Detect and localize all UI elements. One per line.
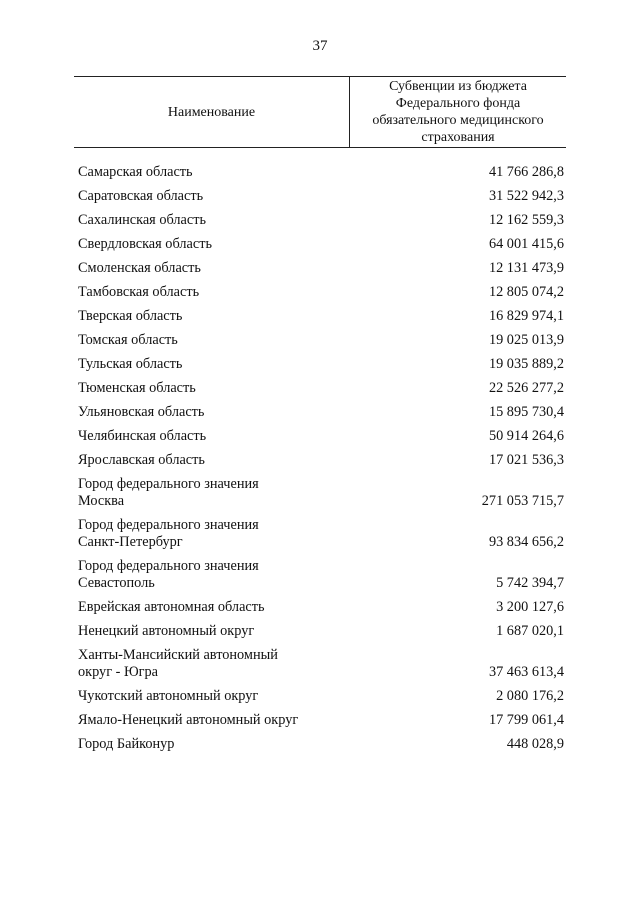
table-row — [78, 514, 564, 555]
table-row — [78, 473, 564, 514]
table-row — [78, 685, 564, 709]
region-name: Самарская область — [78, 164, 193, 180]
table-row — [78, 353, 564, 377]
region-name: Тульская область — [78, 356, 183, 372]
subvention-amount: 31 522 942,3 — [488, 188, 564, 204]
region-name: Тюменская область — [78, 380, 196, 396]
table-row — [78, 709, 564, 733]
subvention-amount: 37 463 613,4 — [488, 664, 564, 680]
subvention-amount: 271 053 715,7 — [481, 493, 564, 509]
subvention-amount: 5 742 394,7 — [496, 575, 564, 591]
table-row — [78, 620, 564, 644]
region-name: Тверская область — [78, 308, 183, 324]
region-name: Ульяновская область — [78, 404, 205, 420]
name-column-header: Наименование — [167, 105, 256, 120]
subvention-amount: 16 829 974,1 — [488, 308, 564, 324]
region-name: Ханты-Мансийский автономный округ - Югра — [78, 647, 278, 680]
subvention-amount: 448 028,9 — [506, 736, 564, 752]
table-row — [78, 644, 564, 685]
table-row — [78, 209, 564, 233]
region-name: Еврейская автономная область — [78, 599, 265, 615]
region-name: Челябинская область — [78, 428, 207, 444]
region-name: Город федерального значения Санкт-Петербург — [78, 517, 259, 550]
region-name: Томская область — [78, 332, 178, 348]
subvention-amount: 2 080 176,2 — [496, 688, 564, 704]
page-number: 37 — [312, 38, 328, 54]
table-row — [78, 233, 564, 257]
subvention-amount: 17 021 536,3 — [488, 452, 564, 468]
region-name: Чукотский автономный округ — [78, 688, 259, 704]
region-name: Город федерального значения Севастополь — [78, 558, 259, 591]
region-name: Сахалинская область — [78, 212, 206, 228]
table-row — [78, 281, 564, 305]
region-name: Ярославская область — [78, 452, 205, 468]
subvention-amount: 3 200 127,6 — [496, 599, 564, 615]
table-row — [78, 257, 564, 281]
subvention-amount: 12 805 074,2 — [488, 284, 564, 300]
value-column-header: Субвенции из бюджета Федерального фонда обязательного медицинского страхования — [372, 79, 544, 145]
subvention-amount: 12 162 559,3 — [488, 212, 564, 228]
table-header — [74, 76, 566, 148]
table-row — [78, 401, 564, 425]
table-row — [78, 161, 564, 185]
subvention-amount: 19 035 889,2 — [488, 356, 564, 372]
table-row — [78, 185, 564, 209]
table-body — [78, 161, 564, 757]
table-row — [78, 329, 564, 353]
table-row — [78, 305, 564, 329]
table-row — [78, 377, 564, 401]
table-row — [78, 449, 564, 473]
region-name: Ямало-Ненецкий автономный округ — [78, 712, 299, 728]
subvention-amount: 17 799 061,4 — [488, 712, 564, 728]
region-name: Город федерального значения Москва — [78, 476, 259, 509]
region-name: Город Байконур — [78, 736, 175, 752]
region-name: Тамбовская область — [78, 284, 200, 300]
table-row — [78, 596, 564, 620]
region-name: Саратовская область — [78, 188, 204, 204]
table-row — [78, 425, 564, 449]
table-row — [78, 555, 564, 596]
table-row — [78, 733, 564, 757]
subvention-amount: 1 687 020,1 — [496, 623, 564, 639]
region-name: Смоленская область — [78, 260, 201, 276]
region-name: Свердловская область — [78, 236, 212, 252]
subvention-amount: 22 526 277,2 — [488, 380, 564, 396]
subvention-amount: 41 766 286,8 — [488, 164, 564, 180]
subvention-amount: 50 914 264,6 — [488, 428, 564, 444]
subvention-amount: 64 001 415,6 — [488, 236, 564, 252]
subvention-amount: 15 895 730,4 — [488, 404, 564, 420]
subvention-amount: 93 834 656,2 — [488, 534, 564, 550]
subvention-amount: 12 131 473,9 — [488, 260, 564, 276]
subvention-amount: 19 025 013,9 — [488, 332, 564, 348]
region-name: Ненецкий автономный округ — [78, 623, 255, 639]
